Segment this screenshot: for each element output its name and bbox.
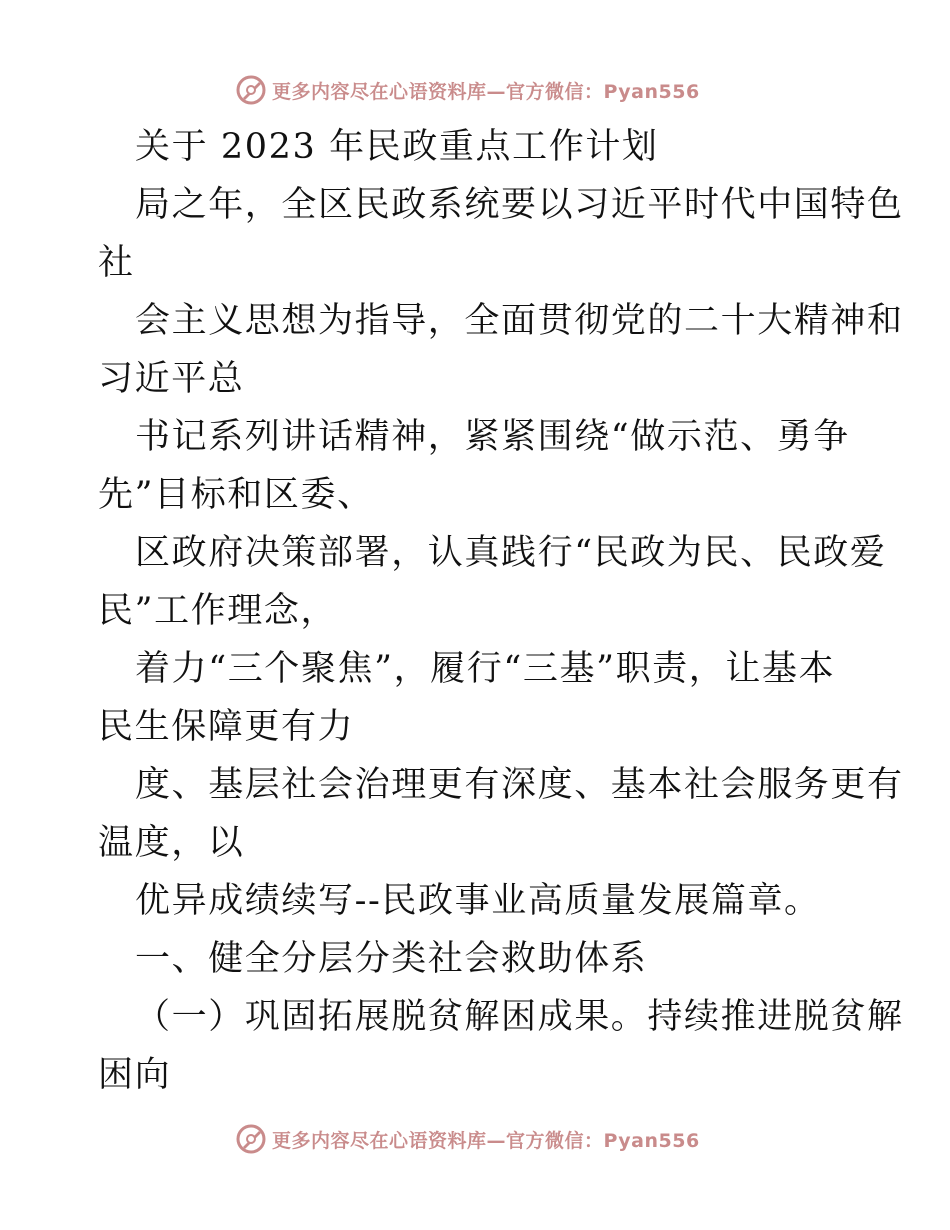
text-line: 区政府决策部署，认真践行“民政为民、民政爱	[135, 533, 887, 573]
text-line: 一、健全分层分类社会救助体系	[135, 939, 648, 979]
text-line: 民生保障更有力	[98, 707, 355, 747]
watermark-text: 更多内容尽在心语资料库—官方微信：Pyan556	[272, 1129, 700, 1152]
text-line: 书记系列讲话精神，紧紧围绕“做示范、勇争	[135, 417, 850, 457]
text-line: 关于 2023 年民政重点工作计划	[135, 127, 659, 167]
text-line: 困向	[98, 1055, 172, 1095]
text-line: 温度，以	[98, 823, 245, 863]
text-line: 局之年，全区民政系统要以习近平时代中国特色	[135, 185, 904, 225]
footer-watermark	[234, 1121, 700, 1157]
text-line: 度、基层社会治理更有深度、基本社会服务更有	[135, 765, 904, 805]
text-line: 着力“三个聚焦”，履行“三基”职责，让基本	[135, 649, 836, 689]
text-line: 民”工作理念，	[98, 591, 338, 631]
header-watermark	[234, 72, 700, 108]
text-line: 社	[98, 243, 135, 283]
text-line: 会主义思想为指导，全面贯彻党的二十大精神和	[135, 301, 904, 341]
text-line: 习近平总	[98, 359, 245, 399]
text-line: （一）巩固拓展脱贫解困成果。持续推进脱贫解	[135, 997, 904, 1037]
text-line: 优异成绩续写--民政事业高质量发展篇章。	[135, 881, 821, 921]
quill-seal-icon	[234, 1122, 268, 1156]
watermark-text: 更多内容尽在心语资料库—官方微信：Pyan556	[272, 80, 700, 103]
document-body	[98, 118, 904, 1104]
quill-seal-icon	[234, 73, 268, 107]
text-line: 先”目标和区委、	[98, 475, 374, 515]
